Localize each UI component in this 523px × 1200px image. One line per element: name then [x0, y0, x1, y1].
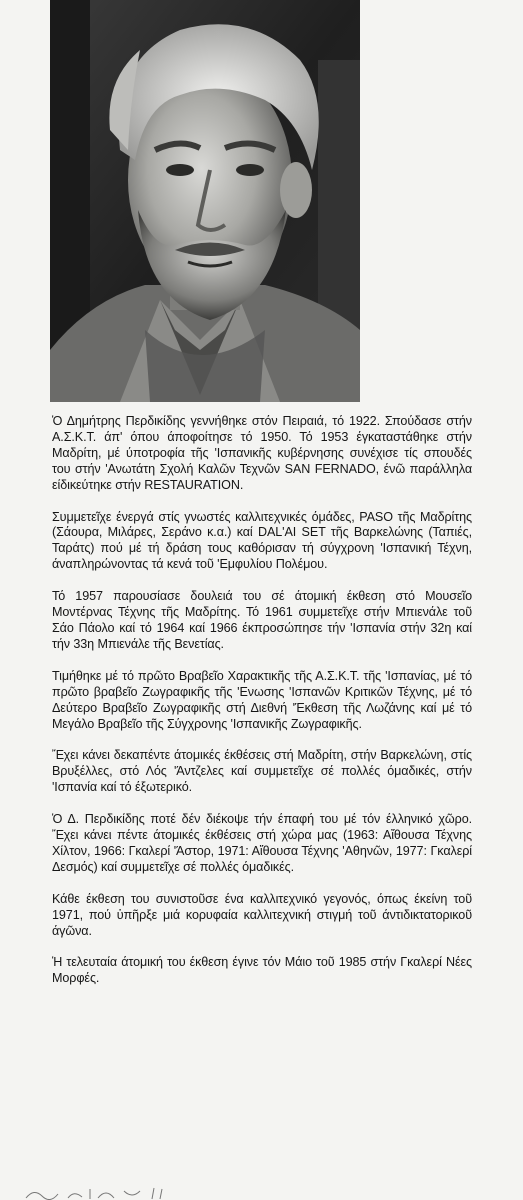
bio-paragraph-6: Ὁ Δ. Περδικίδης ποτέ δέν διέκοψε τήν έπαφή του μέ τόν έλληνικό χῶρο. Ἔχει κάνει πέντε άτομικές έκθέσεις στή χώρα μας (1963: Αἴθουσα Τέχνης Χίλτον, 1966: Γκαλερί 'Άστορ, 1971: Αἴθουσα Τέχνης 'Αθηνῶν, 1977: Γκαλερί Δεσμός) καί συμμετεῖχε σέ πολλές όμαδικές. [52, 812, 472, 874]
bio-paragraph-1: Ὁ Δημήτρης Περδικίδης γεννήθηκε στόν Πειραιά, τό 1922. Σπούδασε στήν Α.Σ.Κ.Τ. άπ' όπου άποφοίτησε τό 1950. Τό 1953 έγκαταστάθηκε στήν Μαδρίτη, μέ ύποτροφία τῆς 'Ισπανικῆς κυβέρνησης συνέχισε τίς σπουδές του στήν 'Ανωτάτη Σχολή Καλῶν Τεχνῶν SAN FERNADO, ένῶ παράλληλα είδικεύτηκε στήν RESTAURATION. [52, 414, 472, 492]
bio-paragraph-5: Ἔχει κάνει δεκαπέντε άτομικές έκθέσεις στή Μαδρίτη, στήν Βαρκελώνη, στίς Βρυξέλλες, στό Λός 'Άντζελες καί συμμετεῖχε σέ πολλές όμαδικές, στήν 'Ισπανία καί τό έξωτερικό. [52, 748, 472, 795]
bio-paragraph-2: Συμμετεῖχε ένεργά στίς γνωστές καλλιτεχνικές όμάδες, PASO τῆς Μαδρίτης (Σάουρα, Μιλάρες, Σεράνο κ.α.) καί DAL'AI SET τῆς Βαρκελώνης (Ταπιές, Ταράτς) πού μέ τή δράση τους καθόρισαν τή σύγχρονη 'Ισπανική Τέχνη, άναπληρώνοντας τά κενά τοῦ 'Εμφυλίου Πολέμου. [52, 509, 472, 572]
bio-paragraph-4: Τιμήθηκε μέ τό πρῶτο Βραβεῖο Χαρακτικῆς τῆς Α.Σ.Κ.Τ. τῆς 'Ισπανίας, μέ τό πρῶτο βραβεῖο Ζωγραφικῆς τῆς 'Ενωσης 'Ισπανῶν Κριτικῶν Τέχνης, μέ τό Δεύτερο Βραβεῖο Ζωγραφικῆς στή Διεθνή 'Έκθεση τῆς Λωζάνης καί μέ τό Μεγάλο Βραβεῖο τῆς Σύγχρονης 'Ισπανικῆς Ζωγραφικῆς. [52, 668, 472, 731]
bio-paragraph-8: Ἡ τελευταία άτομική του έκθεση έγινε τόν Μάιο τοῦ 1985 στήν Γκαλερί Νέες Μορφές. [52, 955, 472, 986]
portrait-photo [50, 0, 360, 402]
bio-paragraph-3: Τό 1957 παρουσίασε δουλειά του σέ άτομική έκθεση στό Μουσεῖο Μοντέρνας Τέχνης τῆς Μαδρίτης. Τό 1961 συμμετεῖχε στήν Μπιενάλε τοῦ Σάο Πάολο καί τό 1964 καί 1966 έκπροσώπησε τήν 'Ισπανία στήν 32η καί τήν 33η Μπιενάλε τῆς Βενετίας. [52, 589, 472, 651]
bio-paragraph-7: Κάθε έκθεση του συνιστοῦσε ένα καλλιτεχνικό γεγονός, όπως έκείνη τοῦ 1971, πού ὑπῆρξε μιά κορυφαία καλλιτεχνική στιγμή τοῦ άντιδικτατορικοῦ άγῶνα. [52, 891, 472, 938]
biography [52, 414, 472, 1003]
handwritten-scribble [24, 1186, 224, 1200]
portrait-image [50, 0, 360, 402]
